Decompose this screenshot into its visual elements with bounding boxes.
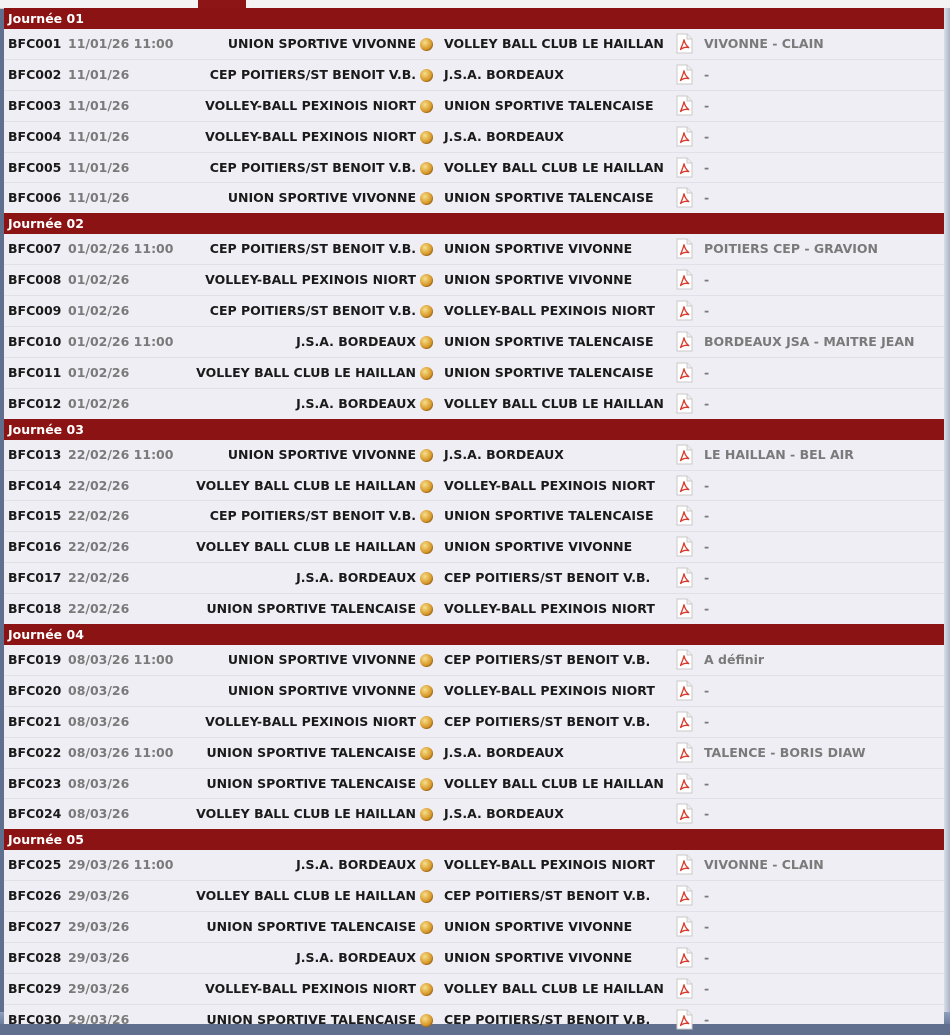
away-team: VOLLEY-BALL PEXINOIS NIORT [444,303,655,319]
match-code: BFC028 [8,950,62,966]
pdf-icon[interactable] [676,978,693,999]
match-date: 01/02/26 11:00 [68,241,174,257]
week-header: Journée 02 [4,213,944,234]
volleyball-icon [420,38,433,51]
home-team: J.S.A. BORDEAUX [296,334,416,350]
match-venue: LE HAILLAN - BEL AIR [704,446,854,462]
volleyball-icon [420,243,433,256]
match-date: 11/01/26 [68,128,130,144]
match-row [4,738,944,769]
match-date: 29/03/26 [68,888,130,904]
match-date: 29/03/26 [68,980,130,996]
match-date: 11/01/26 [68,159,130,175]
match-code: BFC011 [8,364,62,380]
match-row [4,707,944,738]
home-team: UNION SPORTIVE VIVONNE [227,682,416,698]
week-header: Journée 01 [4,8,944,29]
match-code: BFC027 [8,919,62,935]
week-header: Journée 05 [4,829,944,850]
week-matches [4,29,944,213]
week-section [4,8,944,213]
pdf-icon[interactable] [676,711,693,732]
match-code: BFC005 [8,159,62,175]
pdf-icon[interactable] [676,773,693,794]
away-team: J.S.A. BORDEAUX [444,806,564,822]
week-matches [4,234,944,418]
match-row [4,91,944,122]
home-team: CEP POITIERS/ST BENOIT V.B. [209,303,416,319]
match-date: 22/02/26 [68,539,130,555]
volleyball-icon [420,398,433,411]
match-code: BFC014 [8,477,62,493]
match-code: BFC015 [8,508,62,524]
away-team: UNION SPORTIVE VIVONNE [444,272,633,288]
match-venue: TALENCE - BORIS DIAW [704,744,866,760]
home-team: J.S.A. BORDEAUX [296,857,416,873]
home-team: CEP POITIERS/ST BENOIT V.B. [209,159,416,175]
home-team: UNION SPORTIVE TALENCAISE [206,775,416,791]
match-row [4,850,944,881]
match-code: BFC010 [8,334,62,350]
home-team: VOLLEY-BALL PEXINOIS NIORT [205,980,416,996]
home-team: CEP POITIERS/ST BENOIT V.B. [209,508,416,524]
volleyball-icon [420,716,433,729]
pdf-icon[interactable] [676,536,693,557]
away-team: VOLLEY BALL CLUB LE HAILLAN [444,159,664,175]
match-venue: - [704,272,710,288]
match-code: BFC016 [8,539,62,555]
volleyball-icon [420,778,433,791]
match-venue: - [704,980,710,996]
week-header: Journée 03 [4,419,944,440]
match-date: 22/02/26 11:00 [68,446,174,462]
match-code: BFC022 [8,744,62,760]
volleyball-icon [420,131,433,144]
volleyball-icon [420,808,433,821]
match-date: 29/03/26 [68,919,130,935]
match-code: BFC006 [8,190,62,206]
away-team: J.S.A. BORDEAUX [444,66,564,82]
week-matches [4,850,944,1034]
match-row [4,943,944,974]
match-venue: - [704,159,710,175]
match-venue: POITIERS CEP - GRAVION [704,241,879,257]
volleyball-icon [420,747,433,760]
match-row [4,501,944,532]
match-venue: - [704,806,710,822]
match-row [4,440,944,471]
match-code: BFC012 [8,395,62,411]
schedule-table [4,8,944,1027]
match-venue: A définir [704,652,765,668]
pdf-icon[interactable] [676,803,693,824]
away-team: VOLLEY-BALL PEXINOIS NIORT [444,857,655,873]
match-code: BFC008 [8,272,62,288]
match-row [4,471,944,502]
pdf-icon[interactable] [676,1009,693,1030]
volleyball-icon [420,336,433,349]
match-date: 01/02/26 [68,272,130,288]
home-team: VOLLEY BALL CLUB LE HAILLAN [196,364,416,380]
match-venue: - [704,682,710,698]
pdf-icon[interactable] [676,885,693,906]
volleyball-icon [420,921,433,934]
away-team: VOLLEY BALL CLUB LE HAILLAN [444,775,664,791]
away-team: VOLLEY-BALL PEXINOIS NIORT [444,601,655,617]
match-code: BFC030 [8,1011,62,1027]
match-date: 22/02/26 [68,508,130,524]
match-row [4,563,944,594]
pdf-icon[interactable] [676,854,693,875]
week-section [4,829,944,1034]
away-team: J.S.A. BORDEAUX [444,446,564,462]
away-team: UNION SPORTIVE VIVONNE [444,539,633,555]
match-venue: VIVONNE - CLAIN [704,857,824,873]
volleyball-icon [420,510,433,523]
match-row [4,676,944,707]
match-venue: - [704,477,710,493]
match-code: BFC004 [8,128,62,144]
pdf-icon[interactable] [676,126,693,147]
match-code: BFC029 [8,980,62,996]
match-date: 22/02/26 [68,477,130,493]
active-tab-marker [198,0,246,8]
away-team: VOLLEY BALL CLUB LE HAILLAN [444,980,664,996]
volleyball-icon [420,192,433,205]
volleyball-icon [420,449,433,462]
volleyball-icon [420,572,433,585]
pdf-icon[interactable] [676,916,693,937]
match-date: 08/03/26 [68,775,130,791]
match-row [4,358,944,389]
match-row [4,769,944,800]
match-date: 08/03/26 [68,806,130,822]
pdf-icon[interactable] [676,269,693,290]
match-venue: - [704,539,710,555]
home-team: J.S.A. BORDEAUX [296,570,416,586]
away-team: UNION SPORTIVE TALENCAISE [444,190,654,206]
home-team: VOLLEY BALL CLUB LE HAILLAN [196,806,416,822]
volleyball-icon [420,305,433,318]
home-team: VOLLEY-BALL PEXINOIS NIORT [205,713,416,729]
home-team: UNION SPORTIVE TALENCAISE [206,1011,416,1027]
away-team: CEP POITIERS/ST BENOIT V.B. [444,1011,651,1027]
match-venue: - [704,128,710,144]
away-team: CEP POITIERS/ST BENOIT V.B. [444,888,651,904]
away-team: VOLLEY BALL CLUB LE HAILLAN [444,395,664,411]
away-team: CEP POITIERS/ST BENOIT V.B. [444,713,651,729]
volleyball-icon [420,480,433,493]
away-team: UNION SPORTIVE VIVONNE [444,919,633,935]
pdf-icon[interactable] [676,187,693,208]
match-date: 01/02/26 11:00 [68,334,174,350]
pdf-icon[interactable] [676,300,693,321]
match-row [4,881,944,912]
match-row [4,594,944,624]
away-team: CEP POITIERS/ST BENOIT V.B. [444,652,651,668]
home-team: CEP POITIERS/ST BENOIT V.B. [209,66,416,82]
volleyball-icon [420,162,433,175]
match-row [4,912,944,943]
right-edge [944,8,950,1012]
week-section [4,213,944,418]
home-team: CEP POITIERS/ST BENOIT V.B. [209,241,416,257]
volleyball-icon [420,1014,433,1027]
match-venue: - [704,888,710,904]
match-venue: - [704,1011,710,1027]
match-code: BFC023 [8,775,62,791]
match-code: BFC019 [8,652,62,668]
match-venue: - [704,97,710,113]
match-date: 11/01/26 [68,66,130,82]
pdf-icon[interactable] [676,393,693,414]
match-date: 08/03/26 11:00 [68,652,174,668]
home-team: J.S.A. BORDEAUX [296,950,416,966]
match-date: 29/03/26 11:00 [68,857,174,873]
home-team: VOLLEY-BALL PEXINOIS NIORT [205,97,416,113]
away-team: UNION SPORTIVE VIVONNE [444,241,633,257]
match-date: 08/03/26 11:00 [68,744,174,760]
match-code: BFC024 [8,806,62,822]
away-team: J.S.A. BORDEAUX [444,744,564,760]
match-code: BFC001 [8,36,62,51]
home-team: VOLLEY BALL CLUB LE HAILLAN [196,888,416,904]
week-section [4,419,944,624]
match-row [4,60,944,91]
match-row [4,296,944,327]
match-code: BFC003 [8,97,62,113]
pdf-icon[interactable] [676,33,693,54]
match-venue: - [704,303,710,319]
pdf-icon[interactable] [676,505,693,526]
pdf-icon[interactable] [676,157,693,178]
match-code: BFC007 [8,241,62,257]
match-date: 08/03/26 [68,682,130,698]
away-team: VOLLEY BALL CLUB LE HAILLAN [444,36,664,51]
match-row [4,29,944,60]
pdf-icon[interactable] [676,331,693,352]
home-team: UNION SPORTIVE VIVONNE [227,36,416,51]
away-team: UNION SPORTIVE TALENCAISE [444,97,654,113]
match-code: BFC025 [8,857,62,873]
match-row [4,234,944,265]
match-venue: - [704,395,710,411]
volleyball-icon [420,983,433,996]
match-date: 01/02/26 [68,395,130,411]
away-team: UNION SPORTIVE TALENCAISE [444,508,654,524]
match-venue: - [704,919,710,935]
home-team: VOLLEY-BALL PEXINOIS NIORT [205,272,416,288]
home-team: VOLLEY BALL CLUB LE HAILLAN [196,539,416,555]
home-team: VOLLEY BALL CLUB LE HAILLAN [196,477,416,493]
match-venue: - [704,950,710,966]
match-row [4,265,944,296]
match-venue: VIVONNE - CLAIN [704,36,824,51]
pdf-icon[interactable] [676,362,693,383]
home-team: UNION SPORTIVE VIVONNE [227,652,416,668]
away-team: CEP POITIERS/ST BENOIT V.B. [444,570,651,586]
match-date: 01/02/26 [68,364,130,380]
match-code: BFC009 [8,303,62,319]
pdf-icon[interactable] [676,444,693,465]
volleyball-icon [420,859,433,872]
volleyball-icon [420,100,433,113]
volleyball-icon [420,603,433,616]
match-date: 11/01/26 [68,97,130,113]
match-code: BFC017 [8,570,62,586]
match-code: BFC013 [8,446,62,462]
match-date: 22/02/26 [68,570,130,586]
match-date: 11/01/26 11:00 [68,36,174,51]
match-date: 01/02/26 [68,303,130,319]
match-venue: - [704,508,710,524]
home-team: VOLLEY-BALL PEXINOIS NIORT [205,128,416,144]
pdf-icon[interactable] [676,947,693,968]
week-header: Journée 04 [4,624,944,645]
pdf-icon[interactable] [676,680,693,701]
away-team: UNION SPORTIVE TALENCAISE [444,334,654,350]
match-row [4,327,944,358]
pdf-icon[interactable] [676,95,693,116]
volleyball-icon [420,367,433,380]
away-team: VOLLEY-BALL PEXINOIS NIORT [444,682,655,698]
match-row [4,532,944,563]
match-venue: - [704,601,710,617]
pdf-icon[interactable] [676,598,693,619]
home-team: J.S.A. BORDEAUX [296,395,416,411]
match-venue: - [704,190,710,206]
match-row [4,183,944,213]
volleyball-icon [420,685,433,698]
volleyball-icon [420,541,433,554]
home-team: UNION SPORTIVE TALENCAISE [206,601,416,617]
match-date: 29/03/26 [68,950,130,966]
home-team: UNION SPORTIVE VIVONNE [227,190,416,206]
away-team: VOLLEY-BALL PEXINOIS NIORT [444,477,655,493]
match-date: 29/03/26 [68,1011,130,1027]
match-row [4,153,944,184]
match-row [4,645,944,676]
match-code: BFC020 [8,682,62,698]
home-team: UNION SPORTIVE TALENCAISE [206,919,416,935]
pdf-icon[interactable] [676,475,693,496]
pdf-icon[interactable] [676,649,693,670]
match-row [4,799,944,829]
pdf-icon[interactable] [676,742,693,763]
match-row [4,974,944,1005]
match-venue: - [704,713,710,729]
pdf-icon[interactable] [676,64,693,85]
match-row [4,1005,944,1035]
match-code: BFC026 [8,888,62,904]
volleyball-icon [420,69,433,82]
home-team: UNION SPORTIVE VIVONNE [227,446,416,462]
away-team: J.S.A. BORDEAUX [444,128,564,144]
week-section [4,624,944,829]
match-row [4,122,944,153]
week-matches [4,440,944,624]
match-row [4,389,944,419]
away-team: UNION SPORTIVE TALENCAISE [444,364,654,380]
match-date: 11/01/26 [68,190,130,206]
volleyball-icon [420,654,433,667]
volleyball-icon [420,952,433,965]
home-team: UNION SPORTIVE TALENCAISE [206,744,416,760]
match-code: BFC021 [8,713,62,729]
pdf-icon[interactable] [676,238,693,259]
week-matches [4,645,944,829]
match-venue: - [704,775,710,791]
match-venue: - [704,364,710,380]
away-team: UNION SPORTIVE VIVONNE [444,950,633,966]
match-date: 22/02/26 [68,601,130,617]
volleyball-icon [420,274,433,287]
match-venue: BORDEAUX JSA - MAITRE JEAN [704,334,915,350]
match-date: 08/03/26 [68,713,130,729]
pdf-icon[interactable] [676,567,693,588]
match-venue: - [704,570,710,586]
match-code: BFC018 [8,601,62,617]
match-venue: - [704,66,710,82]
volleyball-icon [420,890,433,903]
match-code: BFC002 [8,66,62,82]
